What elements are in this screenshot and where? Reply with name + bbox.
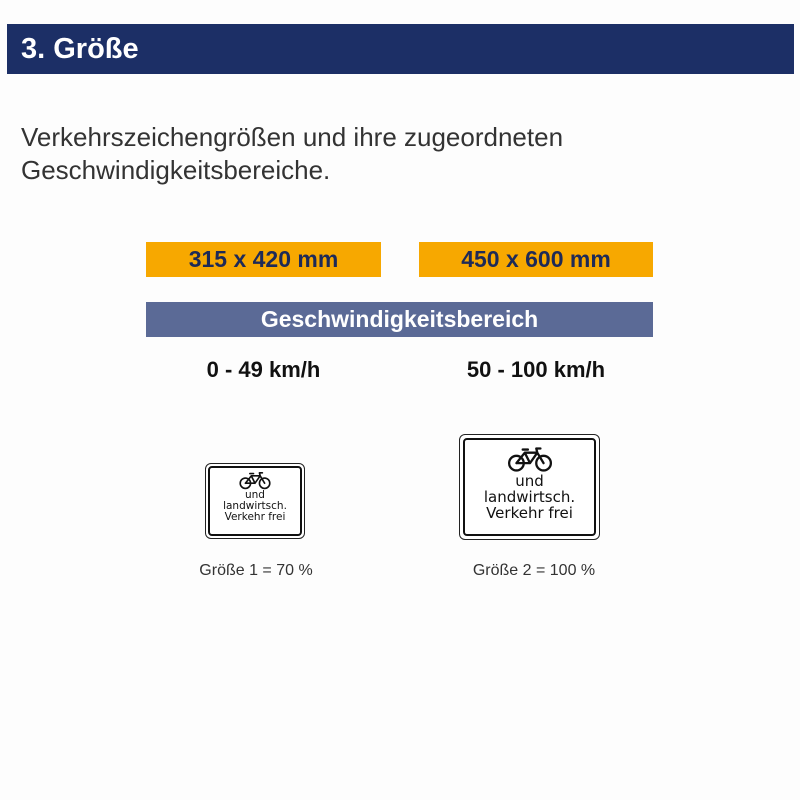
page-header xyxy=(7,24,794,74)
size-label-small: 315 x 420 mm xyxy=(146,242,381,277)
bicycle-icon xyxy=(506,447,554,473)
sign-line-3: Verkehr frei xyxy=(486,504,573,522)
sign-line-2: landwirtsch. xyxy=(223,500,287,512)
page-title: 3. Größe xyxy=(21,32,139,65)
size-caption-large: Größe 2 = 100 % xyxy=(472,562,596,579)
intro-text xyxy=(21,121,721,187)
sign-line-3: Verkehr frei xyxy=(224,511,286,523)
size-label-large: 450 x 600 mm xyxy=(419,242,653,277)
traffic-sign-large xyxy=(459,434,600,540)
traffic-sign-small xyxy=(205,463,305,539)
size-caption-small: Größe 1 = 70 % xyxy=(199,562,313,579)
speed-range-high: 50 - 100 km/h xyxy=(466,357,606,382)
sign-line-1: und xyxy=(515,472,544,490)
speed-range-low: 0 - 49 km/h xyxy=(206,357,321,382)
sign-line-1: und xyxy=(245,489,265,501)
intro-line-2: Geschwindigkeitsbereiche. xyxy=(21,155,331,185)
sign-panel xyxy=(208,466,302,536)
sign-line-2: landwirtsch. xyxy=(483,488,576,506)
intro-line-1: Verkehrszeichengrößen und ihre zugeordneten xyxy=(21,122,564,152)
speed-range-header: Geschwindigkeitsbereich xyxy=(146,302,653,337)
sign-panel xyxy=(463,438,596,536)
bicycle-icon xyxy=(238,472,272,490)
